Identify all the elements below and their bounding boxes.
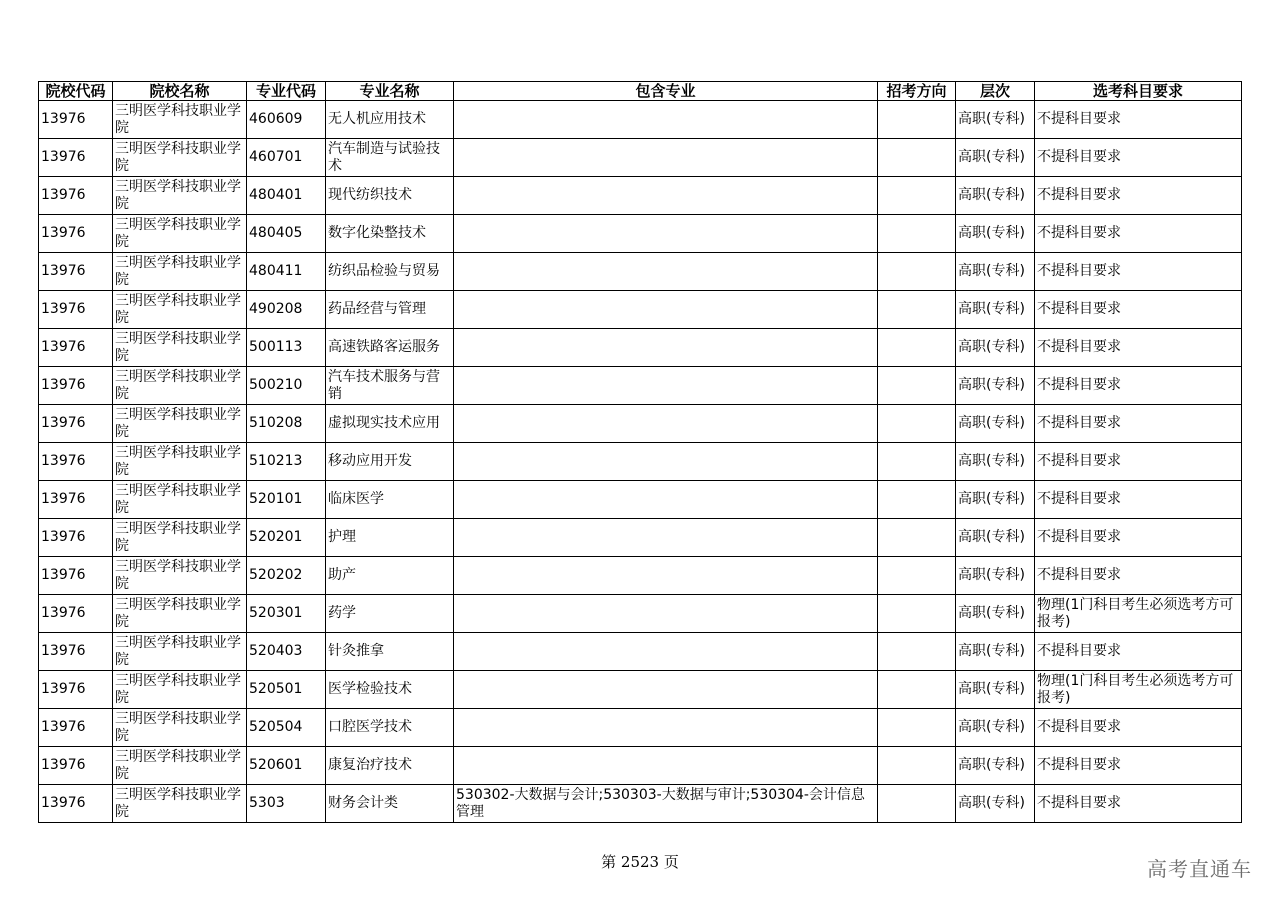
cell-direction (878, 481, 956, 519)
cell-school-code: 13976 (39, 633, 113, 671)
cell-subject-requirement: 不提科目要求 (1035, 633, 1242, 671)
table-row (39, 595, 1242, 633)
cell-included-majors (454, 253, 878, 291)
header-school-code: 院校代码 (39, 82, 113, 101)
cell-subject-requirement: 物理(1门科目考生必须选考方可报考) (1035, 671, 1242, 709)
cell-major-name: 虚拟现实技术应用 (326, 405, 454, 443)
cell-school-code: 13976 (39, 253, 113, 291)
cell-level: 高职(专科) (956, 785, 1035, 823)
cell-major-code: 520504 (247, 709, 326, 747)
cell-included-majors (454, 405, 878, 443)
cell-subject-requirement: 不提科目要求 (1035, 329, 1242, 367)
cell-school-name: 三明医学科技职业学院 (113, 291, 247, 329)
cell-subject-requirement: 不提科目要求 (1035, 253, 1242, 291)
cell-subject-requirement: 不提科目要求 (1035, 481, 1242, 519)
cell-level: 高职(专科) (956, 177, 1035, 215)
cell-school-code: 13976 (39, 671, 113, 709)
cell-major-code: 520101 (247, 481, 326, 519)
watermark: 高考直通车 (1147, 857, 1252, 881)
cell-included-majors (454, 215, 878, 253)
cell-major-code: 520201 (247, 519, 326, 557)
table-row (39, 291, 1242, 329)
table-row (39, 671, 1242, 709)
cell-direction (878, 367, 956, 405)
cell-level: 高职(专科) (956, 709, 1035, 747)
cell-major-code: 510208 (247, 405, 326, 443)
cell-subject-requirement: 不提科目要求 (1035, 101, 1242, 139)
cell-direction (878, 443, 956, 481)
cell-school-name: 三明医学科技职业学院 (113, 595, 247, 633)
cell-school-code: 13976 (39, 367, 113, 405)
cell-school-code: 13976 (39, 595, 113, 633)
table-row (39, 481, 1242, 519)
cell-direction (878, 329, 956, 367)
cell-included-majors (454, 633, 878, 671)
cell-included-majors (454, 595, 878, 633)
header-major-code: 专业代码 (247, 82, 326, 101)
table-row (39, 785, 1242, 823)
cell-school-name: 三明医学科技职业学院 (113, 101, 247, 139)
cell-major-name: 汽车制造与试验技术 (326, 139, 454, 177)
table-row (39, 709, 1242, 747)
cell-major-name: 纺织品检验与贸易 (326, 253, 454, 291)
page-number: 第 2523 页 (601, 853, 679, 871)
table-row (39, 215, 1242, 253)
cell-major-name: 助产 (326, 557, 454, 595)
cell-school-code: 13976 (39, 405, 113, 443)
cell-major-name: 针灸推拿 (326, 633, 454, 671)
cell-included-majors (454, 747, 878, 785)
cell-school-name: 三明医学科技职业学院 (113, 443, 247, 481)
cell-major-code: 480411 (247, 253, 326, 291)
cell-major-name: 医学检验技术 (326, 671, 454, 709)
cell-subject-requirement: 不提科目要求 (1035, 291, 1242, 329)
cell-included-majors (454, 671, 878, 709)
cell-school-name: 三明医学科技职业学院 (113, 519, 247, 557)
cell-included-majors: 530302-大数据与会计;530303-大数据与审计;530304-会计信息管理 (454, 785, 878, 823)
cell-major-code: 520301 (247, 595, 326, 633)
cell-major-name: 护理 (326, 519, 454, 557)
cell-major-code: 520501 (247, 671, 326, 709)
cell-direction (878, 291, 956, 329)
cell-school-name: 三明医学科技职业学院 (113, 557, 247, 595)
cell-included-majors (454, 557, 878, 595)
cell-school-name: 三明医学科技职业学院 (113, 671, 247, 709)
header-subject-requirement: 选考科目要求 (1035, 82, 1242, 101)
cell-school-code: 13976 (39, 329, 113, 367)
cell-subject-requirement: 不提科目要求 (1035, 557, 1242, 595)
table-row (39, 443, 1242, 481)
table-row (39, 557, 1242, 595)
table-row (39, 177, 1242, 215)
cell-direction (878, 177, 956, 215)
cell-direction (878, 633, 956, 671)
cell-included-majors (454, 481, 878, 519)
cell-included-majors (454, 443, 878, 481)
cell-major-code: 460609 (247, 101, 326, 139)
cell-school-name: 三明医学科技职业学院 (113, 481, 247, 519)
cell-direction (878, 253, 956, 291)
cell-direction (878, 519, 956, 557)
cell-school-name: 三明医学科技职业学院 (113, 177, 247, 215)
cell-school-code: 13976 (39, 481, 113, 519)
cell-subject-requirement: 不提科目要求 (1035, 709, 1242, 747)
cell-included-majors (454, 367, 878, 405)
cell-subject-requirement: 不提科目要求 (1035, 367, 1242, 405)
header-major-name: 专业名称 (326, 82, 454, 101)
cell-subject-requirement: 不提科目要求 (1035, 519, 1242, 557)
cell-major-code: 520601 (247, 747, 326, 785)
cell-school-code: 13976 (39, 747, 113, 785)
cell-subject-requirement: 不提科目要求 (1035, 785, 1242, 823)
cell-major-code: 500210 (247, 367, 326, 405)
cell-included-majors (454, 709, 878, 747)
cell-school-code: 13976 (39, 101, 113, 139)
cell-major-name: 高速铁路客运服务 (326, 329, 454, 367)
cell-school-name: 三明医学科技职业学院 (113, 329, 247, 367)
cell-direction (878, 139, 956, 177)
cell-direction (878, 405, 956, 443)
table-row (39, 101, 1242, 139)
cell-school-code: 13976 (39, 709, 113, 747)
cell-direction (878, 747, 956, 785)
cell-major-name: 数字化染整技术 (326, 215, 454, 253)
cell-level: 高职(专科) (956, 253, 1035, 291)
cell-school-code: 13976 (39, 177, 113, 215)
cell-level: 高职(专科) (956, 557, 1035, 595)
cell-included-majors (454, 329, 878, 367)
cell-school-code: 13976 (39, 519, 113, 557)
cell-school-code: 13976 (39, 215, 113, 253)
cell-level: 高职(专科) (956, 215, 1035, 253)
cell-direction (878, 671, 956, 709)
cell-direction (878, 557, 956, 595)
cell-subject-requirement: 物理(1门科目考生必须选考方可报考) (1035, 595, 1242, 633)
header-direction: 招考方向 (878, 82, 956, 101)
cell-level: 高职(专科) (956, 405, 1035, 443)
cell-school-name: 三明医学科技职业学院 (113, 367, 247, 405)
cell-level: 高职(专科) (956, 443, 1035, 481)
cell-included-majors (454, 291, 878, 329)
cell-major-name: 汽车技术服务与营销 (326, 367, 454, 405)
cell-school-code: 13976 (39, 291, 113, 329)
cell-level: 高职(专科) (956, 747, 1035, 785)
table-row (39, 633, 1242, 671)
cell-school-code: 13976 (39, 785, 113, 823)
cell-level: 高职(专科) (956, 367, 1035, 405)
cell-major-name: 药品经营与管理 (326, 291, 454, 329)
cell-major-code: 520202 (247, 557, 326, 595)
cell-major-code: 460701 (247, 139, 326, 177)
cell-major-name: 财务会计类 (326, 785, 454, 823)
cell-direction (878, 709, 956, 747)
cell-major-name: 药学 (326, 595, 454, 633)
cell-subject-requirement: 不提科目要求 (1035, 139, 1242, 177)
cell-level: 高职(专科) (956, 481, 1035, 519)
cell-level: 高职(专科) (956, 329, 1035, 367)
cell-school-name: 三明医学科技职业学院 (113, 139, 247, 177)
cell-school-name: 三明医学科技职业学院 (113, 253, 247, 291)
table-row (39, 139, 1242, 177)
cell-direction (878, 215, 956, 253)
cell-major-name: 口腔医学技术 (326, 709, 454, 747)
cell-direction (878, 101, 956, 139)
cell-level: 高职(专科) (956, 101, 1035, 139)
cell-subject-requirement: 不提科目要求 (1035, 215, 1242, 253)
cell-school-code: 13976 (39, 139, 113, 177)
cell-major-code: 510213 (247, 443, 326, 481)
cell-included-majors (454, 177, 878, 215)
table-row (39, 253, 1242, 291)
cell-level: 高职(专科) (956, 519, 1035, 557)
cell-school-name: 三明医学科技职业学院 (113, 633, 247, 671)
cell-major-code: 480401 (247, 177, 326, 215)
cell-level: 高职(专科) (956, 139, 1035, 177)
cell-subject-requirement: 不提科目要求 (1035, 405, 1242, 443)
cell-school-name: 三明医学科技职业学院 (113, 215, 247, 253)
table-body (39, 101, 1242, 823)
table-row (39, 329, 1242, 367)
cell-school-name: 三明医学科技职业学院 (113, 709, 247, 747)
cell-level: 高职(专科) (956, 671, 1035, 709)
cell-subject-requirement: 不提科目要求 (1035, 747, 1242, 785)
cell-school-name: 三明医学科技职业学院 (113, 405, 247, 443)
header-row (39, 82, 1242, 101)
cell-direction (878, 595, 956, 633)
table-row (39, 519, 1242, 557)
cell-subject-requirement: 不提科目要求 (1035, 177, 1242, 215)
cell-major-name: 移动应用开发 (326, 443, 454, 481)
table-row (39, 405, 1242, 443)
cell-major-code: 520403 (247, 633, 326, 671)
table-row (39, 367, 1242, 405)
table-row (39, 747, 1242, 785)
cell-included-majors (454, 139, 878, 177)
cell-school-code: 13976 (39, 443, 113, 481)
cell-major-code: 490208 (247, 291, 326, 329)
cell-school-name: 三明医学科技职业学院 (113, 747, 247, 785)
header-school-name: 院校名称 (113, 82, 247, 101)
cell-major-name: 现代纺织技术 (326, 177, 454, 215)
admission-table (38, 81, 1242, 823)
cell-major-code: 480405 (247, 215, 326, 253)
cell-included-majors (454, 101, 878, 139)
cell-included-majors (454, 519, 878, 557)
cell-school-name: 三明医学科技职业学院 (113, 785, 247, 823)
cell-major-code: 500113 (247, 329, 326, 367)
cell-major-name: 康复治疗技术 (326, 747, 454, 785)
cell-major-name: 无人机应用技术 (326, 101, 454, 139)
cell-level: 高职(专科) (956, 595, 1035, 633)
cell-school-code: 13976 (39, 557, 113, 595)
header-level: 层次 (956, 82, 1035, 101)
cell-direction (878, 785, 956, 823)
cell-major-code: 5303 (247, 785, 326, 823)
cell-level: 高职(专科) (956, 291, 1035, 329)
header-included-majors: 包含专业 (454, 82, 878, 101)
cell-subject-requirement: 不提科目要求 (1035, 443, 1242, 481)
cell-level: 高职(专科) (956, 633, 1035, 671)
cell-major-name: 临床医学 (326, 481, 454, 519)
